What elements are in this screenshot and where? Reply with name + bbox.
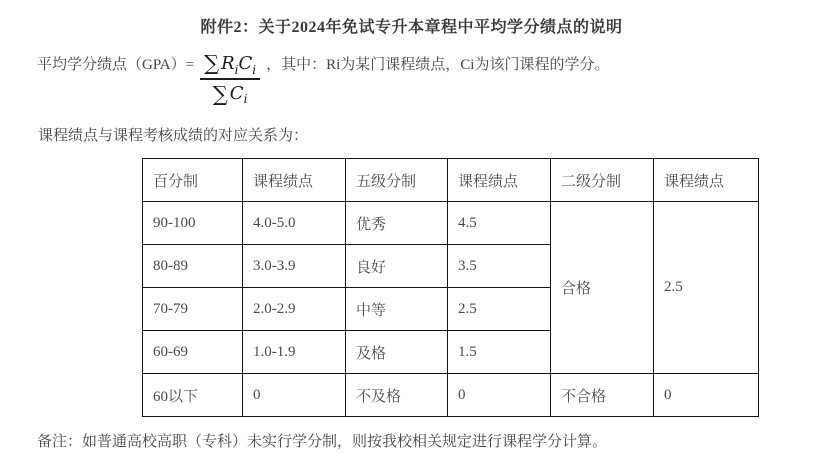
var-c-subscript: i <box>252 63 257 77</box>
sigma-symbol: ∑ <box>204 51 220 75</box>
table-cell: 不及格 <box>346 374 448 417</box>
table-cell: 2.5 <box>448 288 551 331</box>
header-cell-course-gpa-2: 课程绩点 <box>448 159 551 202</box>
table-cell: 及格 <box>346 331 448 374</box>
header-cell-course-gpa-1: 课程绩点 <box>243 159 346 202</box>
document-page <box>0 14 823 453</box>
table-cell: 中等 <box>346 288 448 331</box>
var-c: C <box>229 83 244 104</box>
table-header-row <box>143 159 759 202</box>
var-c: C <box>238 52 253 74</box>
table-cell: 60-69 <box>143 331 243 374</box>
formula-lead-text: 平均学分绩点（GPA）= <box>37 57 195 73</box>
table-cell: 1.0-1.9 <box>243 331 346 374</box>
fraction-denominator <box>213 80 248 106</box>
table-cell: 0 <box>448 374 551 417</box>
gpa-formula <box>37 50 823 110</box>
table-cell-merged-pass: 合格 <box>551 202 654 374</box>
table-cell: 良好 <box>346 245 448 288</box>
table-cell: 80-89 <box>143 245 243 288</box>
table-cell: 70-79 <box>143 288 243 331</box>
page-title: 附件2：关于2024年免试专升本章程中平均学分绩点的说明 <box>200 19 623 36</box>
var-r: R <box>221 52 235 74</box>
var-r-subscript: i <box>234 63 239 77</box>
header-cell-two-level-scale: 二级分制 <box>551 159 654 202</box>
header-cell-five-level-scale: 五级分制 <box>346 159 448 202</box>
header-cell-percent-scale: 百分制 <box>143 159 243 202</box>
header-cell-course-gpa-3: 课程绩点 <box>654 159 759 202</box>
table-cell-fail: 不合格 <box>551 374 654 417</box>
var-c-subscript: i <box>243 92 248 106</box>
table-cell: 3.0-3.9 <box>243 245 346 288</box>
table-cell-fail-gpa: 0 <box>654 374 759 417</box>
table-cell: 4.5 <box>448 202 551 245</box>
table-cell: 90-100 <box>143 202 243 245</box>
table-row <box>143 202 759 245</box>
table-cell-merged-pass-gpa: 2.5 <box>654 202 759 374</box>
footnote: 备注：如普通高校高职（专科）未实行学分制，则按我校相关规定进行课程学分计算。 <box>37 434 608 450</box>
table-cell: 优秀 <box>346 202 448 245</box>
sigma-symbol: ∑ <box>212 81 228 106</box>
table-cell: 2.0-2.9 <box>243 288 346 331</box>
formula-fraction <box>200 50 260 106</box>
table-cell: 4.0-5.0 <box>243 202 346 245</box>
table-cell: 3.5 <box>448 245 551 288</box>
table-cell: 0 <box>243 374 346 417</box>
table-row <box>143 374 759 417</box>
gpa-conversion-table <box>142 158 759 417</box>
formula-explanation-text: ，其中：Ri为某门课程绩点，Ci为该门课程的学分。 <box>266 57 610 73</box>
table-cell: 1.5 <box>448 331 551 374</box>
fraction-numerator <box>200 50 260 80</box>
table-cell: 60以下 <box>143 374 243 417</box>
table-caption: 课程绩点与课程考核成绩的对应关系为： <box>38 128 309 144</box>
